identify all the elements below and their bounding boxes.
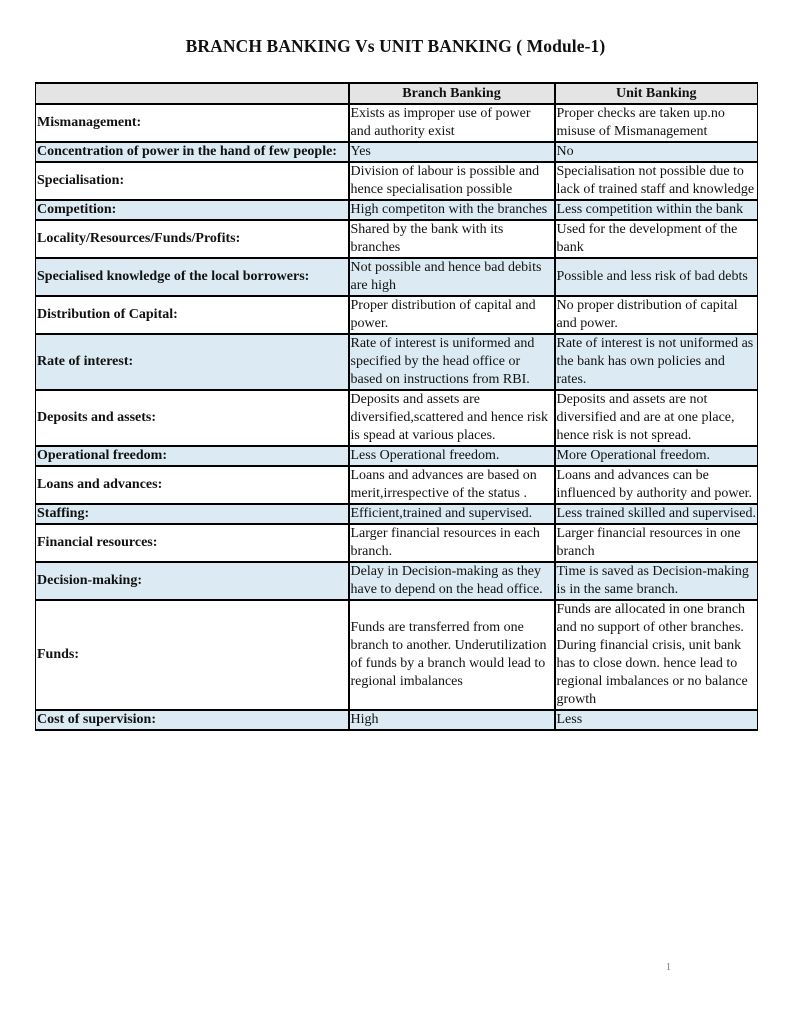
row-unit-cell: Used for the development of the bank (555, 220, 758, 258)
table-row (36, 142, 758, 162)
row-feature-cell: Funds: (36, 600, 349, 710)
row-unit-cell: Larger financial resources in one branch (555, 524, 758, 562)
table-row (36, 524, 758, 562)
row-unit-cell: No (555, 142, 758, 162)
row-branch-cell: High (349, 710, 555, 730)
row-branch-cell: Exists as improper use of power and authority exist (349, 104, 555, 142)
table-row (36, 562, 758, 600)
header-feature (36, 83, 349, 104)
row-branch-cell: Delay in Decision-making as they have to depend on the head office. (349, 562, 555, 600)
row-unit-cell: Less (555, 710, 758, 730)
table-row (36, 504, 758, 524)
row-unit-cell: Possible and less risk of bad debts (555, 258, 758, 296)
row-feature-cell: Competition: (36, 200, 349, 220)
row-unit-cell: Specialisation not possible due to lack of trained staff and knowledge (555, 162, 758, 200)
row-unit-cell: Less trained skilled and supervised. (555, 504, 758, 524)
row-branch-cell: Loans and advances are based on merit,irrespective of the status . (349, 466, 555, 504)
row-unit-cell: Time is saved as Decision-making is in the same branch. (555, 562, 758, 600)
row-branch-cell: Funds are transferred from one branch to another. Underutilization of funds by a branch would lead to regional imbalances (349, 600, 555, 710)
row-branch-cell: Rate of interest is uniformed and specified by the head office or based on instructions from RBI. (349, 334, 555, 390)
row-feature-cell: Financial resources: (36, 524, 349, 562)
row-feature-cell: Concentration of power in the hand of few people: (36, 142, 349, 162)
row-branch-cell: High competiton with the branches (349, 200, 555, 220)
row-unit-cell: Deposits and assets are not diversified and are at one place, hence risk is not spread. (555, 390, 758, 446)
row-feature-cell: Cost of supervision: (36, 710, 349, 730)
table-row (36, 334, 758, 390)
row-unit-cell: Proper checks are taken up.no misuse of Mismanagement (555, 104, 758, 142)
row-feature-cell: Staffing: (36, 504, 349, 524)
table-row (36, 710, 758, 730)
row-branch-cell: Proper distribution of capital and power. (349, 296, 555, 334)
row-branch-cell: Less Operational freedom. (349, 446, 555, 466)
row-feature-cell: Decision-making: (36, 562, 349, 600)
table-row (36, 600, 758, 710)
row-branch-cell: Efficient,trained and supervised. (349, 504, 555, 524)
row-feature-cell: Specialised knowledge of the local borrowers: (36, 258, 349, 296)
row-feature-cell: Rate of interest: (36, 334, 349, 390)
table-row (36, 258, 758, 296)
row-unit-cell: Rate of interest is not uniformed as the bank has own policies and rates. (555, 334, 758, 390)
row-branch-cell: Not possible and hence bad debits are high (349, 258, 555, 296)
table-row (36, 200, 758, 220)
row-feature-cell: Operational freedom: (36, 446, 349, 466)
row-feature-cell: Deposits and assets: (36, 390, 349, 446)
row-feature-cell: Distribution of Capital: (36, 296, 349, 334)
table-row (36, 446, 758, 466)
row-unit-cell: No proper distribution of capital and power. (555, 296, 758, 334)
row-branch-cell: Deposits and assets are diversified,scattered and hence risk is spead at various places. (349, 390, 555, 446)
table-header-row (36, 83, 758, 104)
row-branch-cell: Yes (349, 142, 555, 162)
table-row (36, 390, 758, 446)
table-row (36, 104, 758, 142)
table-row (36, 296, 758, 334)
row-unit-cell: Loans and advances can be influenced by authority and power. (555, 466, 758, 504)
row-branch-cell: Larger financial resources in each branch. (349, 524, 555, 562)
table-row (36, 162, 758, 200)
page-number: 1 (666, 962, 671, 973)
page-title: BRANCH BANKING Vs UNIT BANKING ( Module-1) (185, 36, 606, 56)
row-branch-cell: Shared by the bank with its branches (349, 220, 555, 258)
header-unit-banking: Unit Banking (555, 83, 758, 104)
row-unit-cell: More Operational freedom. (555, 446, 758, 466)
row-unit-cell: Funds are allocated in one branch and no support of other branches. During financial crisis, unit bank has to close down. hence lead to regional imbalances or no balance growth (555, 600, 758, 710)
row-unit-cell: Less competition within the bank (555, 200, 758, 220)
header-branch-banking: Branch Banking (349, 83, 555, 104)
row-feature-cell: Specialisation: (36, 162, 349, 200)
row-feature-cell: Locality/Resources/Funds/Profits: (36, 220, 349, 258)
comparison-table (35, 82, 758, 731)
table-row (36, 466, 758, 504)
row-branch-cell: Division of labour is possible and hence specialisation possible (349, 162, 555, 200)
table-row (36, 220, 758, 258)
row-feature-cell: Loans and advances: (36, 466, 349, 504)
row-feature-cell: Mismanagement: (36, 104, 349, 142)
